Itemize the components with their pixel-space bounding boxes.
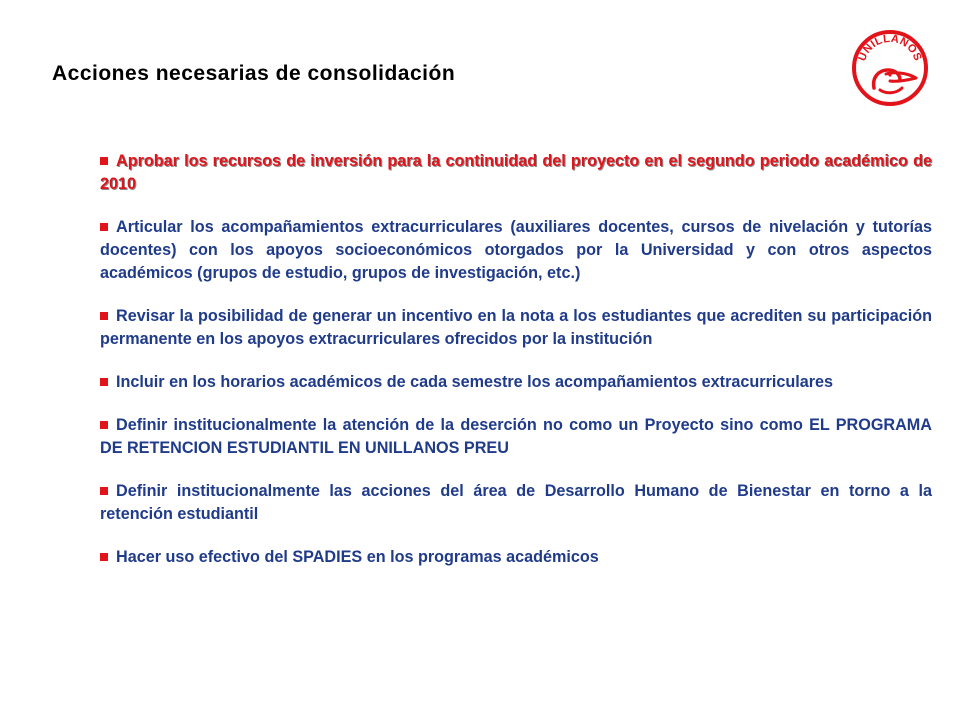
square-bullet-icon xyxy=(100,223,108,231)
svg-text:UNILLANOS xyxy=(856,33,924,63)
unillanos-logo xyxy=(850,28,930,108)
list-item-text: Revisar la posibilidad de generar un incentivo en la nota a los estudiantes que acrediten su participación permanente en los apoyos extracurriculares ofrecidos por la institución xyxy=(100,307,932,348)
list-item xyxy=(100,150,932,196)
list-item xyxy=(100,480,932,526)
slide-title: Acciones necesarias de consolidación xyxy=(52,62,456,85)
square-bullet-icon xyxy=(100,553,108,561)
actions-list xyxy=(100,150,932,589)
square-bullet-icon xyxy=(100,378,108,386)
list-item xyxy=(100,546,932,569)
logo-text: UNILLANOS xyxy=(856,32,924,63)
list-item-text: Definir institucionalmente las acciones del área de Desarrollo Humano de Bienestar en torno a la retención estudiantil xyxy=(100,482,932,523)
list-item xyxy=(100,305,932,351)
list-item-text: Definir institucionalmente la atención de la deserción no como un Proyecto sino como EL PROGRAMA DE RETENCION ESTUDIANTIL EN UNILLANOS PREU xyxy=(100,416,932,457)
square-bullet-icon xyxy=(100,312,108,320)
list-item xyxy=(100,371,932,394)
list-item-text: Articular los acompañamientos extracurriculares (auxiliares docentes, cursos de nivelación y tutorías docentes) con los apoyos socioeconómicos otorgados por la Universidad y con otros aspectos académicos (grupos de estudio, grupos de investigación, etc.) xyxy=(100,218,932,282)
list-item-text: Hacer uso efectivo del SPADIES en los programas académicos xyxy=(116,548,599,566)
square-bullet-icon xyxy=(100,421,108,429)
list-item xyxy=(100,216,932,285)
list-item-text: Aprobar los recursos de inversión para la continuidad del proyecto en el segundo periodo académico de 2010 xyxy=(100,152,932,193)
list-item xyxy=(100,414,932,460)
square-bullet-icon xyxy=(100,157,108,165)
square-bullet-icon xyxy=(100,487,108,495)
list-item-text: Incluir en los horarios académicos de cada semestre los acompañamientos extracurriculares xyxy=(116,373,834,391)
